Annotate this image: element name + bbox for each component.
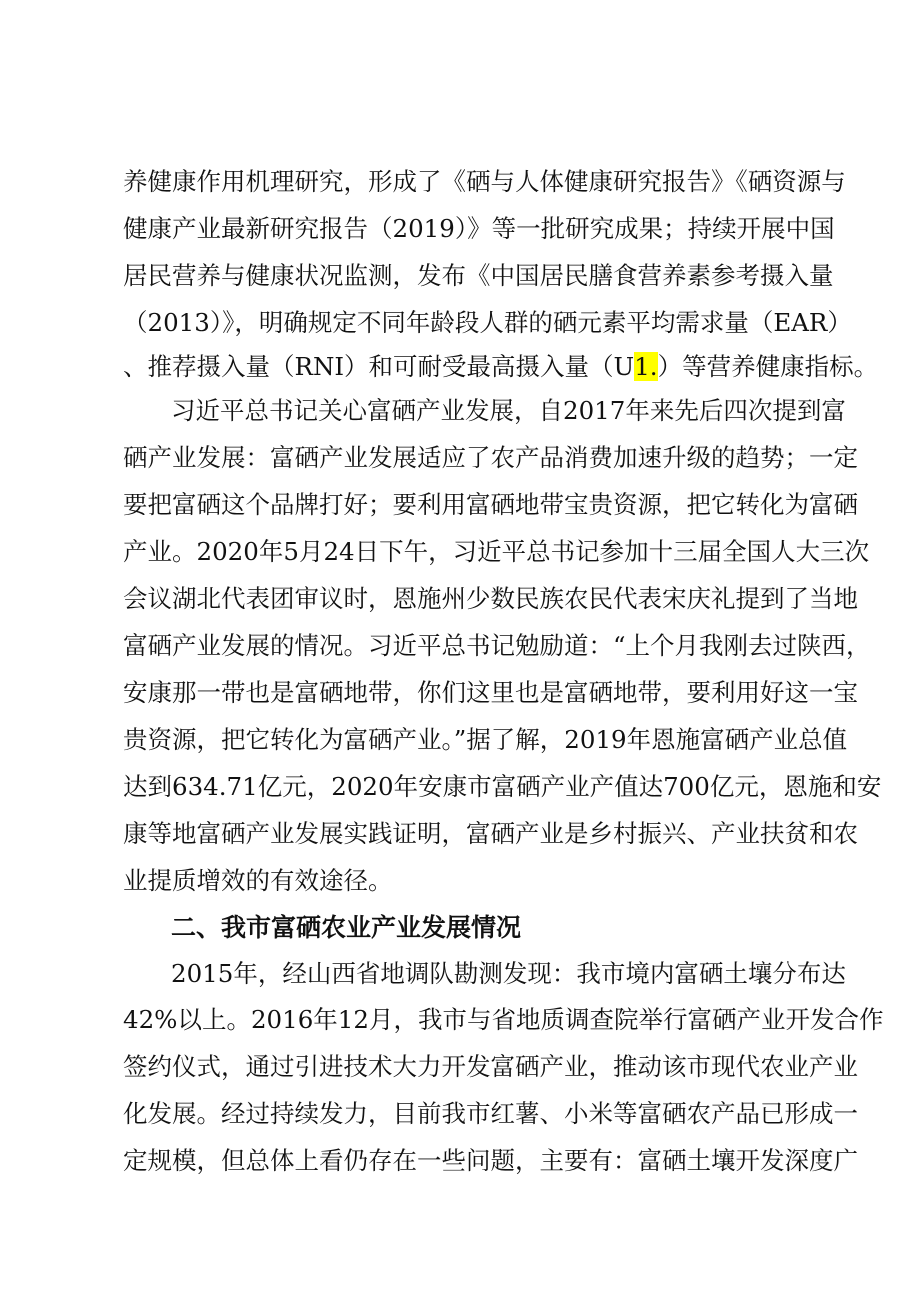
paragraph-2-line-8: 贵资源，把它转化为富硒产业。”据了解，2019年恩施富硒产业总值	[123, 725, 848, 754]
paragraph-3-line-2: 42%以上。2016年12月，我市与省地质调查院举行富硒产业开发合作	[123, 1005, 884, 1034]
paragraph-1-line-4: （2013）》，明确规定不同年龄段人群的硒元素平均需求量（EAR）	[123, 308, 852, 337]
paragraph-2-line-10: 康等地富硒产业发展实践证明，富硒产业是乡村振兴、产业扶贫和农	[123, 819, 858, 848]
paragraph-2-line-3: 要把富硒这个品牌打好；要利用富硒地带宝贵资源，把它转化为富硒	[123, 490, 858, 519]
paragraph-1-line-5-end: ）等营养健康指标。	[657, 352, 879, 381]
highlighted-text: 1.	[634, 352, 658, 381]
paragraph-2-line-7: 安康那一带也是富硒地带，你们这里也是富硒地带，要利用好这一宝	[123, 678, 858, 707]
paragraph-3-line-1: 2015年，经山西省地调队勘测发现：我市境内富硒土壤分布达	[171, 959, 846, 988]
paragraph-1-line-5	[123, 345, 879, 389]
paragraph-2-line-9: 达到634.71亿元，2020年安康市富硒产业产值达700亿元，恩施和安	[123, 772, 882, 801]
paragraph-1-line-1: 养健康作用机理研究，形成了《硒与人体健康研究报告》《硒资源与	[123, 167, 846, 196]
paragraph-1-line-3: 居民营养与健康状况监测，发布《中国居民膳食营养素参考摄入量	[123, 261, 834, 290]
paragraph-2-line-2: 硒产业发展：富硒产业发展适应了农产品消费加速升级的趋势；一定	[123, 443, 858, 472]
paragraph-2-line-6: 富硒产业发展的情况。习近平总书记勉励道：“上个月我刚去过陕西，	[123, 631, 871, 660]
paragraph-2-line-11: 业提质增效的有效途径。	[123, 866, 393, 895]
paragraph-2-line-1: 习近平总书记关心富硒产业发展，自2017年来先后四次提到富	[171, 396, 846, 425]
paragraph-3-line-4: 化发展。经过持续发力，目前我市红薯、小米等富硒农产品已形成一	[123, 1099, 858, 1128]
paragraph-1-line-5-start: 、推荐摄入量（RNI）和可耐受最高摄入量（U	[123, 352, 635, 381]
paragraph-3-line-5: 定规模，但总体上看仍存在一些问题，主要有：富硒土壤开发深度广	[123, 1146, 858, 1175]
section-heading: 二、我市富硒农业产业发展情况	[171, 913, 522, 942]
paragraph-2-line-5: 会议湖北代表团审议时，恩施州少数民族农民代表宋庆礼提到了当地	[123, 584, 858, 613]
paragraph-1-line-2: 健康产业最新研究报告（2019）》等一批研究成果；持续开展中国	[123, 214, 835, 243]
paragraph-3-line-3: 签约仪式，通过引进技术大力开发富硒产业，推动该市现代农业产业	[123, 1052, 858, 1081]
paragraph-2-line-4: 产业。2020年5月24日下午，习近平总书记参加十三届全国人大三次	[123, 537, 870, 566]
